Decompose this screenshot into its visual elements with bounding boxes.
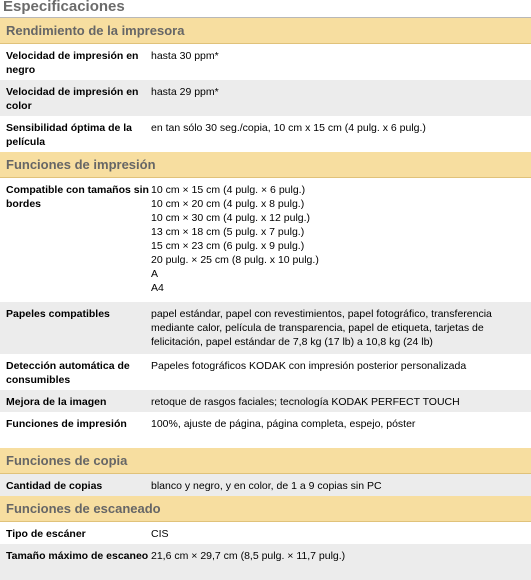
spec-label: Papeles compatibles xyxy=(6,308,110,320)
spec-label: Velocidad de impresión en negro xyxy=(6,50,139,76)
spec-label: Velocidad de impresión en color xyxy=(6,86,139,112)
spec-value xyxy=(151,474,531,496)
spec-label: Tamaño máximo de escaneo xyxy=(6,550,149,562)
spec-row-papeles-compatibles xyxy=(0,302,531,354)
spec-value-line: CIS xyxy=(151,528,169,540)
spec-row-tamanos-sin-bordes xyxy=(0,178,531,302)
spec-value xyxy=(151,80,531,116)
spec-row-funciones-impresion xyxy=(0,412,531,448)
spec-value-line: blanco y negro, y en color, de 1 a 9 copias sin PC xyxy=(151,480,382,492)
spec-row-velocidad-color xyxy=(0,80,531,116)
spec-value-line: 100%, ajuste de página, página completa, espejo, póster xyxy=(151,418,416,430)
spec-row-sensibilidad xyxy=(0,116,531,152)
spec-label: Cantidad de copias xyxy=(6,480,103,492)
spec-label: Compatible con tamaños sin bordes xyxy=(6,184,149,210)
spec-value-line: retoque de rasgos faciales; tecnología KODAK PERFECT TOUCH xyxy=(151,396,460,408)
spec-row-mejora-imagen xyxy=(0,390,531,412)
section-header-funciones-copia: Funciones de copia xyxy=(0,448,531,474)
spec-value-line: 10 cm × 30 cm (4 pulg. x 12 pulg.) xyxy=(151,212,311,224)
spec-value xyxy=(151,302,531,354)
spec-value-line: felicitación, papel estándar de 7,8 kg (17 lb) a 10,8 kg (24 lb) xyxy=(151,336,433,348)
spec-label: Mejora de la imagen xyxy=(6,396,107,408)
spec-value xyxy=(151,354,531,390)
spec-row-tipo-escaner xyxy=(0,522,531,544)
spec-row-cantidad-copias xyxy=(0,474,531,496)
spec-value-line: hasta 29 ppm* xyxy=(151,86,219,98)
spec-value-line: 15 cm × 23 cm (6 pulg. x 9 pulg.) xyxy=(151,240,305,252)
spec-row-velocidad-negro xyxy=(0,44,531,80)
spec-table xyxy=(0,17,531,580)
spec-value-line: Papeles fotográficos KODAK con impresión posterior personalizada xyxy=(151,360,467,372)
spec-value xyxy=(151,44,531,80)
spec-value-line: A4 xyxy=(151,282,164,294)
spec-label: Funciones de impresión xyxy=(6,418,127,430)
spec-value-line: en tan sólo 30 seg./copia, 10 cm x 15 cm (4 pulg. x 6 pulg.) xyxy=(151,122,426,134)
spec-value-line: hasta 30 ppm* xyxy=(151,50,219,62)
spec-value-line: 13 cm × 18 cm (5 pulg. x 7 pulg.) xyxy=(151,226,305,238)
spec-label: Tipo de escáner xyxy=(6,528,86,540)
section-header-funciones-escaneado: Funciones de escaneado xyxy=(0,496,531,522)
spec-value xyxy=(151,522,531,544)
spec-value-line: 20 pulg. × 25 cm (8 pulg. x 10 pulg.) xyxy=(151,254,319,266)
spec-value-line: A xyxy=(151,268,159,280)
page-title: Especificaciones xyxy=(3,0,125,15)
section-header-funciones-impresion: Funciones de impresión xyxy=(0,152,531,178)
spec-value xyxy=(151,178,531,302)
spec-value-line: papel estándar, papel con revestimientos, papel fotográfico, transferencia xyxy=(151,308,492,320)
spec-label: Sensibilidad óptima de la película xyxy=(6,122,133,148)
spec-row-deteccion-consumibles xyxy=(0,354,531,390)
spec-value-line: 10 cm × 20 cm (4 pulg. x 8 pulg.) xyxy=(151,198,305,210)
spec-value xyxy=(151,412,531,448)
spec-value-line: mediante calor, película de transparencia, papel de etiqueta, tarjetas de xyxy=(151,322,484,334)
spec-value-line: 10 cm × 15 cm (4 pulg. × 6 pulg.) xyxy=(151,184,306,196)
spec-value xyxy=(151,390,531,412)
spec-value xyxy=(151,116,531,152)
section-header-rendimiento: Rendimiento de la impresora xyxy=(0,18,531,44)
spec-value-line: 21,6 cm × 29,7 cm (8,5 pulg. × 11,7 pulg.) xyxy=(151,550,346,562)
spec-label: Detección automática de consumibles xyxy=(6,360,130,386)
